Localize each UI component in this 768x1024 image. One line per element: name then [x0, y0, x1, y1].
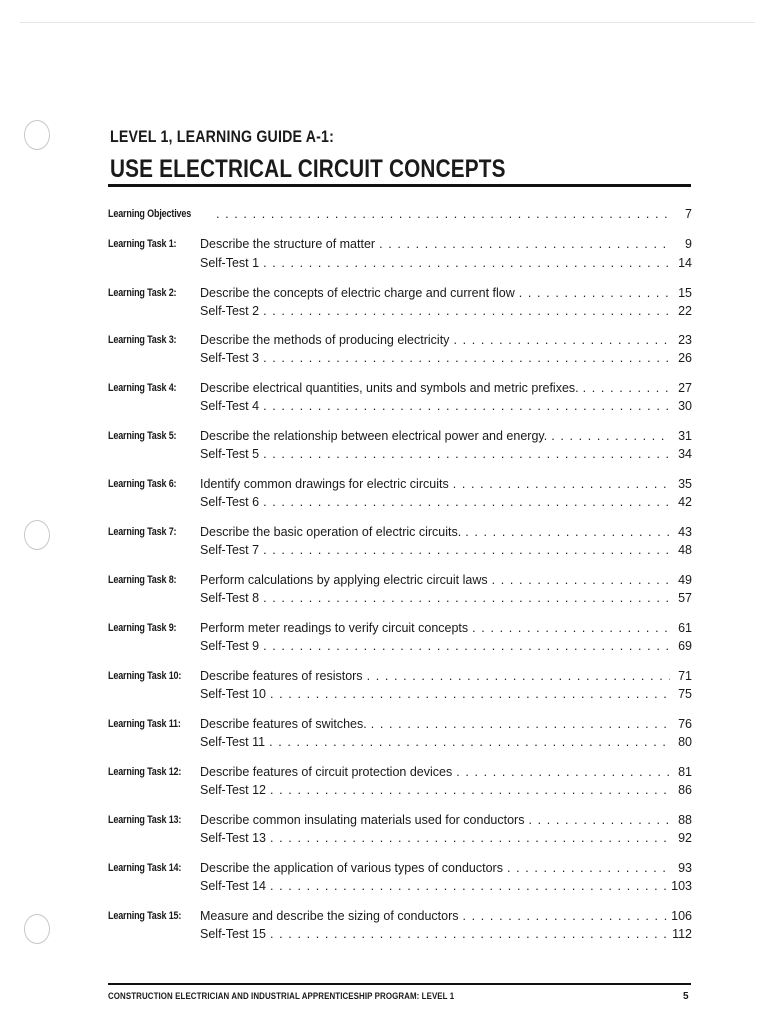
dot-leader — [461, 524, 670, 540]
toc-entry-self-test[interactable] — [108, 350, 692, 368]
toc-entry-objectives[interactable] — [108, 206, 692, 224]
toc-entry-task[interactable] — [108, 812, 692, 830]
dot-leader — [547, 428, 670, 444]
dot-leader — [212, 206, 670, 222]
dot-leader — [449, 332, 670, 348]
toc-entry-task[interactable] — [108, 572, 692, 590]
page-number: 15 — [678, 286, 692, 300]
page-number: 61 — [678, 621, 692, 635]
self-test-title: Self-Test 13 — [200, 831, 267, 845]
task-label: Learning Task 3: — [108, 334, 177, 346]
dot-leader — [259, 303, 670, 319]
task-label: Learning Task 12: — [108, 766, 182, 778]
dot-leader — [367, 716, 670, 732]
task-label: Learning Task 11: — [108, 718, 181, 730]
task-title: Describe electrical quantities, units and symbols and metric prefixes. — [200, 381, 579, 395]
task-label: Learning Task 14: — [108, 862, 182, 874]
dot-leader — [266, 782, 670, 798]
toc-entry-self-test[interactable] — [108, 830, 692, 848]
dot-leader — [266, 830, 670, 846]
toc-entry-self-test[interactable] — [108, 926, 692, 944]
task-title: Describe the structure of matter — [200, 237, 376, 251]
page-number: 26 — [678, 351, 692, 365]
page-number: 14 — [678, 256, 692, 270]
page-number: 7 — [685, 207, 692, 221]
task-label: Learning Task 13: — [108, 814, 182, 826]
page-number: 34 — [678, 447, 692, 461]
task-label: Learning Task 10: — [108, 670, 182, 682]
toc-entry-self-test[interactable] — [108, 638, 692, 656]
self-test-title: Self-Test 1 — [200, 256, 260, 270]
page-number: 81 — [678, 765, 692, 779]
dot-leader — [259, 590, 670, 606]
self-test-title: Self-Test 12 — [200, 783, 267, 797]
page-number: 69 — [678, 639, 692, 653]
self-test-title: Self-Test 5 — [200, 447, 260, 461]
toc-entry-task[interactable] — [108, 668, 692, 686]
task-label: Learning Task 8: — [108, 574, 177, 586]
dot-leader — [449, 476, 670, 492]
page-number: 48 — [678, 543, 692, 557]
toc-entry-task[interactable] — [108, 860, 692, 878]
toc-entry-task[interactable] — [108, 908, 692, 926]
dot-leader — [524, 812, 670, 828]
page-number: 80 — [678, 735, 692, 749]
page-number: 76 — [678, 717, 692, 731]
toc-entry-task[interactable] — [108, 428, 692, 446]
page-number: 43 — [678, 525, 692, 539]
binder-hole-icon — [24, 914, 50, 944]
binder-hole-icon — [24, 520, 50, 550]
page-number: 31 — [678, 429, 692, 443]
footer-page-number: 5 — [683, 991, 689, 1002]
task-label: Learning Task 6: — [108, 478, 177, 490]
page-number: 35 — [678, 477, 692, 491]
toc-entry-self-test[interactable] — [108, 590, 692, 608]
task-title: Describe the methods of producing electricity — [200, 333, 450, 347]
dot-leader — [468, 620, 670, 636]
self-test-title: Self-Test 15 — [200, 927, 267, 941]
toc-entry-task[interactable] — [108, 764, 692, 782]
toc-entry-task[interactable] — [108, 285, 692, 303]
page-number: 49 — [678, 573, 692, 587]
toc-entry-self-test[interactable] — [108, 734, 692, 752]
self-test-title: Self-Test 14 — [200, 879, 267, 893]
toc-entry-self-test[interactable] — [108, 446, 692, 464]
dot-leader — [259, 494, 670, 510]
dot-leader — [458, 908, 667, 924]
task-label: Learning Task 4: — [108, 382, 177, 394]
page-number: 88 — [678, 813, 692, 827]
self-test-title: Self-Test 3 — [200, 351, 260, 365]
page-top-edge — [20, 22, 755, 23]
task-title: Describe features of resistors — [200, 669, 363, 683]
toc-entry-task[interactable] — [108, 620, 692, 638]
dot-leader — [503, 860, 670, 876]
toc-entry-task[interactable] — [108, 380, 692, 398]
page-number: 9 — [685, 237, 692, 251]
self-test-title: Self-Test 10 — [200, 687, 267, 701]
self-test-title: Self-Test 6 — [200, 495, 260, 509]
page-number: 112 — [672, 927, 692, 941]
dot-leader — [266, 878, 667, 894]
dot-leader — [259, 398, 670, 414]
task-title: Describe the application of various types of conductors — [200, 861, 503, 875]
page-number: 57 — [678, 591, 692, 605]
self-test-title: Self-Test 8 — [200, 591, 260, 605]
dot-leader — [259, 350, 670, 366]
task-title: Describe the relationship between electrical power and energy. — [200, 429, 548, 443]
task-title: Perform calculations by applying electric circuit laws — [200, 573, 488, 587]
page-number: 71 — [678, 669, 692, 683]
task-title: Describe the concepts of electric charge and current flow — [200, 286, 515, 300]
toc-entry-self-test[interactable] — [108, 303, 692, 321]
task-title: Identify common drawings for electric circuits — [200, 477, 449, 491]
dot-leader — [579, 380, 670, 396]
task-title: Describe features of switches. — [200, 717, 367, 731]
self-test-title: Self-Test 7 — [200, 543, 260, 557]
toc-entry-task[interactable] — [108, 236, 692, 254]
toc-entry-self-test[interactable] — [108, 255, 692, 273]
dot-leader — [452, 764, 670, 780]
toc-entry-self-test[interactable] — [108, 686, 692, 704]
toc-entry-task[interactable] — [108, 524, 692, 542]
toc-entry-self-test[interactable] — [108, 782, 692, 800]
page-number: 23 — [678, 333, 692, 347]
toc-entry-task[interactable] — [108, 476, 692, 494]
dot-leader — [265, 734, 670, 750]
dot-leader — [363, 668, 670, 684]
guide-label: LEVEL 1, LEARNING GUIDE A-1: — [110, 128, 335, 146]
task-label: Learning Task 2: — [108, 287, 177, 299]
objectives-label: Learning Objectives — [108, 208, 192, 220]
page-number: 106 — [671, 909, 692, 923]
task-title: Describe common insulating materials used for conductors — [200, 813, 525, 827]
self-test-title: Self-Test 11 — [200, 735, 266, 749]
task-title: Describe features of circuit protection devices — [200, 765, 453, 779]
page-number: 75 — [678, 687, 692, 701]
toc-entry-task[interactable] — [108, 716, 692, 734]
toc-entry-task[interactable] — [108, 332, 692, 350]
toc-entry-self-test[interactable] — [108, 494, 692, 512]
task-label: Learning Task 15: — [108, 910, 182, 922]
dot-leader — [266, 686, 670, 702]
toc-entry-self-test[interactable] — [108, 398, 692, 416]
page-number: 93 — [678, 861, 692, 875]
self-test-title: Self-Test 4 — [200, 399, 260, 413]
toc-entry-self-test[interactable] — [108, 542, 692, 560]
title-divider — [108, 184, 691, 187]
footer-program-title: CONSTRUCTION ELECTRICIAN AND INDUSTRIAL APPRENTICESHIP PROGRAM: LEVEL 1 — [108, 991, 455, 1001]
task-title: Perform meter readings to verify circuit concepts — [200, 621, 469, 635]
page-number: 27 — [678, 381, 692, 395]
self-test-title: Self-Test 9 — [200, 639, 260, 653]
page-number: 30 — [678, 399, 692, 413]
dot-leader — [375, 236, 670, 252]
dot-leader — [259, 446, 670, 462]
dot-leader — [259, 255, 670, 271]
task-label: Learning Task 7: — [108, 526, 177, 538]
task-label: Learning Task 1: — [108, 238, 177, 250]
dot-leader — [259, 638, 670, 654]
task-title: Measure and describe the sizing of conductors — [200, 909, 459, 923]
page-number: 103 — [671, 879, 692, 893]
page-number: 42 — [678, 495, 692, 509]
dot-leader — [515, 285, 670, 301]
dot-leader — [488, 572, 670, 588]
task-label: Learning Task 5: — [108, 430, 177, 442]
page-number: 92 — [678, 831, 692, 845]
footer-divider — [108, 983, 691, 985]
dot-leader — [259, 542, 670, 558]
page-number: 86 — [678, 783, 692, 797]
binder-hole-icon — [24, 120, 50, 150]
self-test-title: Self-Test 2 — [200, 304, 260, 318]
task-label: Learning Task 9: — [108, 622, 177, 634]
toc-entry-self-test[interactable] — [108, 878, 692, 896]
task-title: Describe the basic operation of electric circuits. — [200, 525, 462, 539]
page-number: 22 — [678, 304, 692, 318]
dot-leader — [266, 926, 668, 942]
page-title: USE ELECTRICAL CIRCUIT CONCEPTS — [110, 155, 506, 183]
